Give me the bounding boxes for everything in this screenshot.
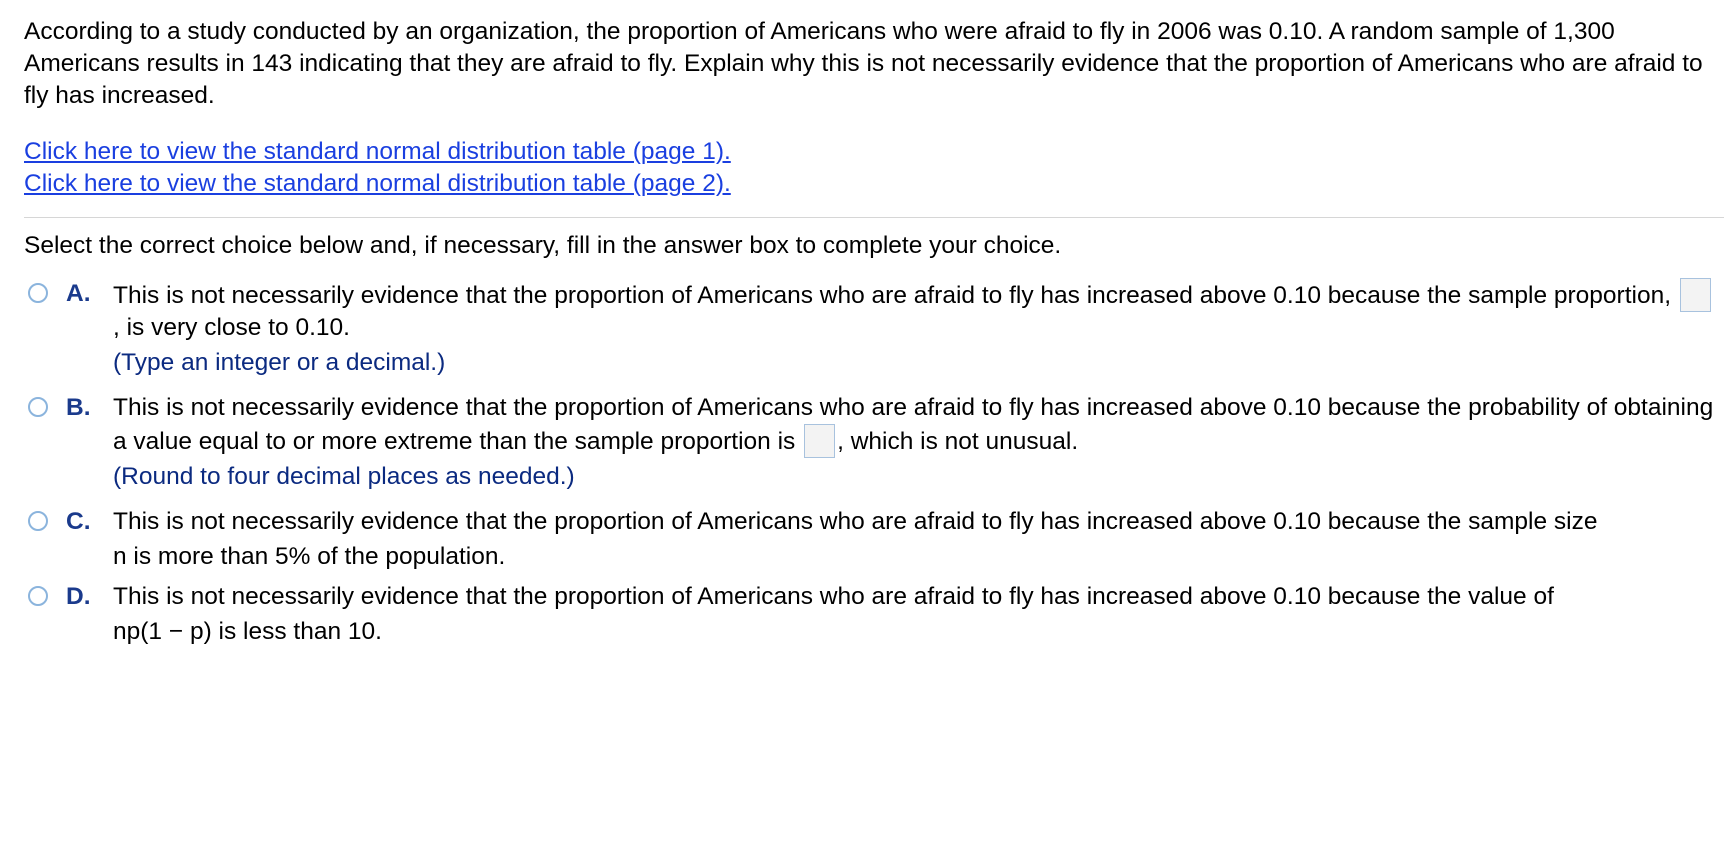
choice-a-radio[interactable] bbox=[28, 283, 48, 303]
normal-table-page1-link[interactable]: Click here to view the standard normal distribution table (page 1). bbox=[24, 138, 731, 165]
choice-a-body bbox=[113, 278, 1718, 379]
choice-c-radio[interactable] bbox=[28, 511, 48, 531]
choice-d-body bbox=[113, 581, 1718, 648]
table-links bbox=[24, 136, 731, 200]
choice-b-radio[interactable] bbox=[28, 397, 48, 417]
divider bbox=[24, 217, 1724, 218]
normal-table-page2-link[interactable]: Click here to view the standard normal distribution table (page 2). bbox=[24, 170, 731, 197]
choice-d-line1: This is not necessarily evidence that the proportion of Americans who are afraid to fly has increased above 0.10 because the value of bbox=[113, 583, 1554, 610]
instruction-text: Select the correct choice below and, if necessary, fill in the answer box to complete your choice. bbox=[24, 232, 1062, 259]
choice-a-answer-box[interactable] bbox=[1680, 278, 1711, 312]
choice-b-body bbox=[113, 392, 1718, 493]
choice-b-text-after: , which is not unusual. bbox=[837, 428, 1079, 455]
choice-a-hint: (Type an integer or a decimal.) bbox=[113, 349, 446, 376]
choice-d-radio[interactable] bbox=[28, 586, 48, 606]
choice-c-body bbox=[113, 506, 1718, 573]
choice-b-hint: (Round to four decimal places as needed.) bbox=[113, 463, 575, 490]
choice-b-answer-box[interactable] bbox=[804, 424, 835, 458]
choice-b-letter: B. bbox=[66, 394, 91, 421]
choice-a-letter: A. bbox=[66, 280, 91, 307]
choice-c-line1: This is not necessarily evidence that the proportion of Americans who are afraid to fly has increased above 0.10 because the sample size bbox=[113, 508, 1598, 535]
choice-d-line2: np(1 − p) is less than 10. bbox=[113, 618, 382, 645]
choice-c-line2: n is more than 5% of the population. bbox=[113, 543, 506, 570]
choice-d-letter: D. bbox=[66, 583, 91, 610]
question-text: According to a study conducted by an organization, the proportion of Americans who were afraid to fly in 2006 was 0.10. A random sample of 1,300 Americans results in 143 indicating that they are afraid to fly. Explain why this is not necessarily evidence that the proportion of Americans who are afraid to fly has increased. bbox=[24, 18, 1703, 109]
choice-c-letter: C. bbox=[66, 508, 91, 535]
choice-b-text-before: This is not necessarily evidence that the proportion of Americans who are afraid to fly has increased above 0.10 because the probability of obtaining a value equal to or more extreme than the sample proportion is bbox=[113, 394, 1714, 455]
choice-a-text-before: This is not necessarily evidence that the proportion of Americans who are afraid to fly has increased above 0.10 because the sample proportion, bbox=[113, 282, 1671, 309]
choice-a-text-after: , is very close to 0.10. bbox=[113, 314, 350, 341]
